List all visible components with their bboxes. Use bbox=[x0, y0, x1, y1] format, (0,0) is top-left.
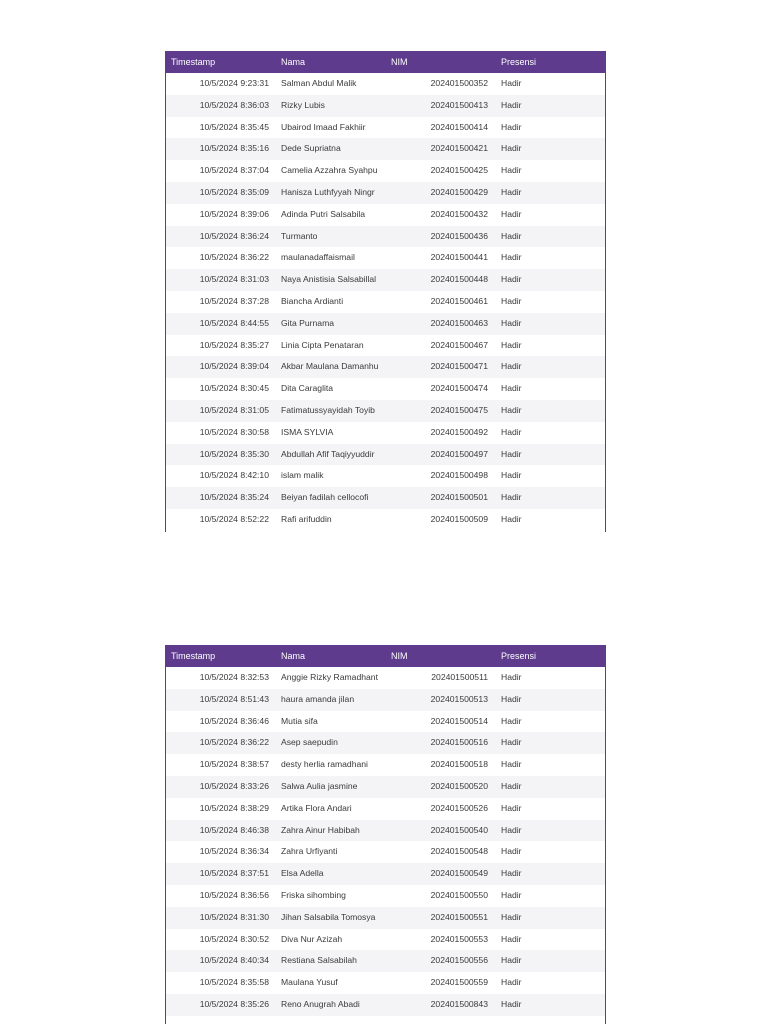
cell-nama: haura amanda jilan bbox=[281, 693, 355, 704]
cell-timestamp: 10/5/2024 8:33:26 bbox=[199, 780, 269, 791]
table-row bbox=[166, 138, 605, 160]
cell-nim: 202401500463 bbox=[430, 317, 488, 328]
cell-nama: Fatimatussyayidah Toyib bbox=[281, 404, 375, 415]
cell-nama: Salwa Aulia jasmine bbox=[281, 780, 358, 791]
cell-nim: 202401500498 bbox=[430, 470, 488, 481]
cell-nim: 202401500414 bbox=[430, 121, 488, 132]
cell-nama: Rafi arifuddin bbox=[281, 513, 332, 524]
cell-timestamp: 10/5/2024 8:36:24 bbox=[199, 230, 269, 241]
cell-nama: Reno Anugrah Abadi bbox=[281, 998, 360, 1009]
cell-nama: Abdullah Afif Taqiyyuddir bbox=[281, 448, 375, 459]
table-row bbox=[166, 820, 605, 842]
cell-presensi: Hadir bbox=[501, 295, 522, 306]
header-timestamp: Timestamp bbox=[171, 57, 216, 67]
cell-timestamp: 10/5/2024 8:30:52 bbox=[199, 933, 269, 944]
cell-timestamp: 10/5/2024 8:51:43 bbox=[199, 693, 269, 704]
cell-nim: 202401500352 bbox=[430, 78, 488, 88]
table-row bbox=[166, 732, 605, 754]
header-nim: NIM bbox=[391, 57, 408, 67]
cell-nim: 202401500509 bbox=[430, 513, 488, 524]
cell-presensi: Hadir bbox=[501, 361, 522, 372]
cell-nim: 202401500556 bbox=[430, 955, 488, 966]
cell-nama: desty herlia ramadhani bbox=[281, 759, 368, 770]
table-row bbox=[166, 907, 605, 929]
cell-nama: Elsa Adella bbox=[281, 868, 324, 879]
cell-nim: 202401500429 bbox=[430, 186, 488, 197]
table-row bbox=[166, 776, 605, 798]
cell-nim: 202401500475 bbox=[430, 404, 488, 415]
table-row bbox=[166, 667, 605, 689]
table-row bbox=[166, 444, 605, 466]
cell-nim: 202401500436 bbox=[430, 230, 488, 241]
cell-timestamp: 10/5/2024 8:42:10 bbox=[199, 470, 269, 481]
table-body bbox=[166, 73, 605, 531]
cell-timestamp: 10/5/2024 8:36:46 bbox=[199, 715, 269, 726]
cell-nim: 202401500843 bbox=[430, 998, 488, 1009]
cell-nama: Artika Flora Andari bbox=[281, 802, 352, 813]
cell-timestamp: 10/5/2024 8:37:04 bbox=[199, 165, 269, 176]
cell-nama: Zahra Urfiyanti bbox=[281, 846, 338, 857]
cell-nama: Zahra Ainur Habibah bbox=[281, 824, 360, 835]
table-row bbox=[166, 117, 605, 139]
cell-presensi: Hadir bbox=[501, 426, 522, 437]
cell-nim: 202401500549 bbox=[430, 868, 488, 879]
table-row bbox=[166, 689, 605, 711]
cell-presensi: Hadir bbox=[501, 955, 522, 966]
cell-presensi: Hadir bbox=[501, 448, 522, 459]
cell-nama: Rizky Lubis bbox=[281, 99, 325, 110]
table-row bbox=[166, 754, 605, 776]
cell-presensi: Hadir bbox=[501, 492, 522, 503]
table-row bbox=[166, 247, 605, 269]
cell-timestamp: 10/5/2024 8:35:09 bbox=[199, 186, 269, 197]
cell-presensi: Hadir bbox=[501, 121, 522, 132]
table-body bbox=[166, 667, 605, 1016]
header-presensi: Presensi bbox=[501, 57, 537, 67]
header-timestamp: Timestamp bbox=[171, 651, 216, 661]
cell-timestamp: 10/5/2024 8:30:58 bbox=[199, 426, 269, 437]
table-row bbox=[166, 885, 605, 907]
cell-nim: 202401500559 bbox=[430, 977, 488, 988]
cell-nim: 202401500461 bbox=[430, 295, 488, 306]
cell-presensi: Hadir bbox=[501, 470, 522, 481]
table-row bbox=[166, 269, 605, 291]
cell-nama: maulanadaffaismail bbox=[281, 252, 355, 263]
cell-timestamp: 10/5/2024 8:36:22 bbox=[199, 737, 269, 748]
cell-timestamp: 10/5/2024 8:35:30 bbox=[199, 448, 269, 459]
cell-timestamp: 10/5/2024 8:35:24 bbox=[199, 492, 269, 503]
cell-nim: 202401500497 bbox=[430, 448, 488, 459]
cell-nama: Mutia sifa bbox=[281, 715, 318, 726]
table-row bbox=[166, 798, 605, 820]
table-row bbox=[166, 204, 605, 226]
cell-nama: Asep saepudin bbox=[281, 737, 338, 748]
table-row bbox=[166, 291, 605, 313]
cell-presensi: Hadir bbox=[501, 230, 522, 241]
cell-presensi: Hadir bbox=[501, 977, 522, 988]
table-row bbox=[166, 95, 605, 117]
cell-presensi: Hadir bbox=[501, 824, 522, 835]
table-row bbox=[166, 465, 605, 487]
table-row bbox=[166, 929, 605, 951]
cell-presensi: Hadir bbox=[501, 715, 522, 726]
cell-nim: 202401500520 bbox=[430, 780, 488, 791]
cell-timestamp: 10/5/2024 8:46:38 bbox=[199, 824, 269, 835]
header-nama: Nama bbox=[281, 651, 306, 661]
cell-presensi: Hadir bbox=[501, 759, 522, 770]
cell-nama: Turmanto bbox=[281, 230, 318, 241]
cell-nim: 202401500492 bbox=[430, 426, 488, 437]
cell-timestamp: 10/5/2024 8:52:22 bbox=[199, 513, 269, 524]
cell-nim: 202401500550 bbox=[430, 889, 488, 900]
table-row bbox=[166, 226, 605, 248]
cell-nama: Hanisza Luthfyyah Ningr bbox=[281, 186, 375, 197]
cell-nama: Adinda Putri Salsabila bbox=[281, 208, 366, 219]
cell-nim: 202401500432 bbox=[430, 208, 488, 219]
cell-timestamp: 10/5/2024 8:38:29 bbox=[199, 802, 269, 813]
cell-presensi: Hadir bbox=[501, 672, 522, 682]
cell-timestamp: 10/5/2024 9:23:31 bbox=[199, 78, 269, 88]
cell-nama: Salman Abdul Malik bbox=[281, 78, 357, 88]
table-header bbox=[166, 51, 605, 73]
cell-presensi: Hadir bbox=[501, 208, 522, 219]
cell-nama: Maulana Yusuf bbox=[281, 977, 338, 988]
table-row bbox=[166, 182, 605, 204]
cell-timestamp: 10/5/2024 8:37:51 bbox=[199, 868, 269, 879]
cell-nim: 202401500553 bbox=[430, 933, 488, 944]
cell-nim: 202401500471 bbox=[430, 361, 488, 372]
cell-timestamp: 10/5/2024 8:35:26 bbox=[199, 998, 269, 1009]
cell-timestamp: 10/5/2024 8:38:57 bbox=[199, 759, 269, 770]
cell-nim: 202401500551 bbox=[430, 911, 488, 922]
cell-nama: Friska sihombing bbox=[281, 889, 346, 900]
cell-presensi: Hadir bbox=[501, 846, 522, 857]
cell-presensi: Hadir bbox=[501, 693, 522, 704]
cell-presensi: Hadir bbox=[501, 339, 522, 350]
cell-nim: 202401500441 bbox=[430, 252, 488, 263]
header-presensi: Presensi bbox=[501, 651, 537, 661]
attendance-table-2 bbox=[165, 645, 606, 1024]
cell-timestamp: 10/5/2024 8:36:03 bbox=[199, 99, 269, 110]
table-header bbox=[166, 645, 605, 667]
attendance-table-1 bbox=[165, 51, 606, 532]
cell-timestamp: 10/5/2024 8:36:22 bbox=[199, 252, 269, 263]
cell-nama: islam malik bbox=[281, 470, 324, 481]
cell-timestamp: 10/5/2024 8:37:28 bbox=[199, 295, 269, 306]
cell-presensi: Hadir bbox=[501, 143, 522, 154]
cell-timestamp: 10/5/2024 8:31:03 bbox=[199, 274, 269, 285]
table-row bbox=[166, 313, 605, 335]
cell-presensi: Hadir bbox=[501, 78, 522, 88]
cell-presensi: Hadir bbox=[501, 889, 522, 900]
table-row bbox=[166, 160, 605, 182]
cell-nama: Biancha Ardianti bbox=[281, 295, 344, 306]
cell-nim: 202401500425 bbox=[430, 165, 488, 176]
cell-timestamp: 10/5/2024 8:30:45 bbox=[199, 383, 269, 394]
cell-presensi: Hadir bbox=[501, 252, 522, 263]
cell-nama: Gita Purnama bbox=[281, 317, 335, 328]
table-row bbox=[166, 994, 605, 1016]
cell-nim: 202401500548 bbox=[430, 846, 488, 857]
table-row bbox=[166, 422, 605, 444]
cell-nama: Linia Cipta Penataran bbox=[281, 339, 364, 350]
cell-nim: 202401500413 bbox=[430, 99, 488, 110]
cell-timestamp: 10/5/2024 8:36:56 bbox=[199, 889, 269, 900]
cell-nama: Camelia Azzahra Syahpu bbox=[281, 165, 378, 176]
cell-nama: ISMA SYLVIA bbox=[281, 426, 334, 437]
cell-nim: 202401500513 bbox=[430, 693, 488, 704]
table-row bbox=[166, 335, 605, 357]
cell-timestamp: 10/5/2024 8:40:34 bbox=[199, 955, 269, 966]
cell-presensi: Hadir bbox=[501, 780, 522, 791]
cell-nim: 202401500514 bbox=[430, 715, 488, 726]
table-row bbox=[166, 972, 605, 994]
cell-presensi: Hadir bbox=[501, 998, 522, 1009]
cell-nama: Dita Caraglita bbox=[281, 383, 334, 394]
cell-presensi: Hadir bbox=[501, 868, 522, 879]
cell-timestamp: 10/5/2024 8:44:55 bbox=[199, 317, 269, 328]
header-nim: NIM bbox=[391, 651, 408, 661]
cell-timestamp: 10/5/2024 8:35:45 bbox=[199, 121, 269, 132]
cell-timestamp: 10/5/2024 8:39:04 bbox=[199, 361, 269, 372]
table-row bbox=[166, 378, 605, 400]
cell-timestamp: 10/5/2024 8:31:05 bbox=[199, 404, 269, 415]
cell-nim: 202401500511 bbox=[431, 672, 488, 682]
cell-nama: Naya Anistisia Salsabillal bbox=[281, 274, 377, 285]
cell-nim: 202401500540 bbox=[430, 824, 488, 835]
cell-nama: Anggie Rizky Ramadhant bbox=[281, 672, 378, 682]
cell-presensi: Hadir bbox=[501, 317, 522, 328]
cell-presensi: Hadir bbox=[501, 911, 522, 922]
cell-nama: Akbar Maulana Damanhu bbox=[281, 361, 379, 372]
cell-nama: Beiyan fadilah cellocofi bbox=[281, 492, 369, 503]
cell-presensi: Hadir bbox=[501, 404, 522, 415]
cell-presensi: Hadir bbox=[501, 513, 522, 524]
cell-nama: Restiana Salsabilah bbox=[281, 955, 357, 966]
cell-timestamp: 10/5/2024 8:35:58 bbox=[199, 977, 269, 988]
cell-presensi: Hadir bbox=[501, 383, 522, 394]
cell-presensi: Hadir bbox=[501, 165, 522, 176]
table-row bbox=[166, 863, 605, 885]
cell-presensi: Hadir bbox=[501, 933, 522, 944]
cell-nim: 202401500526 bbox=[430, 802, 488, 813]
table-row bbox=[166, 950, 605, 972]
cell-nim: 202401500518 bbox=[430, 759, 488, 770]
cell-presensi: Hadir bbox=[501, 802, 522, 813]
cell-nim: 202401500501 bbox=[430, 492, 488, 503]
cell-nim: 202401500474 bbox=[430, 383, 488, 394]
cell-presensi: Hadir bbox=[501, 274, 522, 285]
cell-presensi: Hadir bbox=[501, 99, 522, 110]
cell-nim: 202401500421 bbox=[430, 143, 488, 154]
cell-nama: Diva Nur Azizah bbox=[281, 933, 343, 944]
cell-nim: 202401500448 bbox=[430, 274, 488, 285]
cell-nama: Dede Supriatna bbox=[281, 143, 341, 154]
cell-nama: Ubairod Imaad Fakhiir bbox=[281, 121, 366, 132]
cell-timestamp: 10/5/2024 8:32:53 bbox=[199, 672, 269, 682]
table-row bbox=[166, 356, 605, 378]
table-row bbox=[166, 487, 605, 509]
cell-presensi: Hadir bbox=[501, 186, 522, 197]
table-row bbox=[166, 509, 605, 531]
cell-timestamp: 10/5/2024 8:35:16 bbox=[199, 143, 269, 154]
table-row bbox=[166, 400, 605, 422]
cell-nama: Jihan Salsabila Tomosya bbox=[281, 911, 376, 922]
cell-timestamp: 10/5/2024 8:35:27 bbox=[199, 339, 269, 350]
table-row bbox=[166, 711, 605, 733]
table-row bbox=[166, 841, 605, 863]
cell-nim: 202401500516 bbox=[430, 737, 488, 748]
header-nama: Nama bbox=[281, 57, 306, 67]
cell-timestamp: 10/5/2024 8:36:34 bbox=[199, 846, 269, 857]
cell-presensi: Hadir bbox=[501, 737, 522, 748]
cell-nim: 202401500467 bbox=[430, 339, 488, 350]
table-row bbox=[166, 73, 605, 95]
cell-timestamp: 10/5/2024 8:39:06 bbox=[199, 208, 269, 219]
cell-timestamp: 10/5/2024 8:31:30 bbox=[199, 911, 269, 922]
